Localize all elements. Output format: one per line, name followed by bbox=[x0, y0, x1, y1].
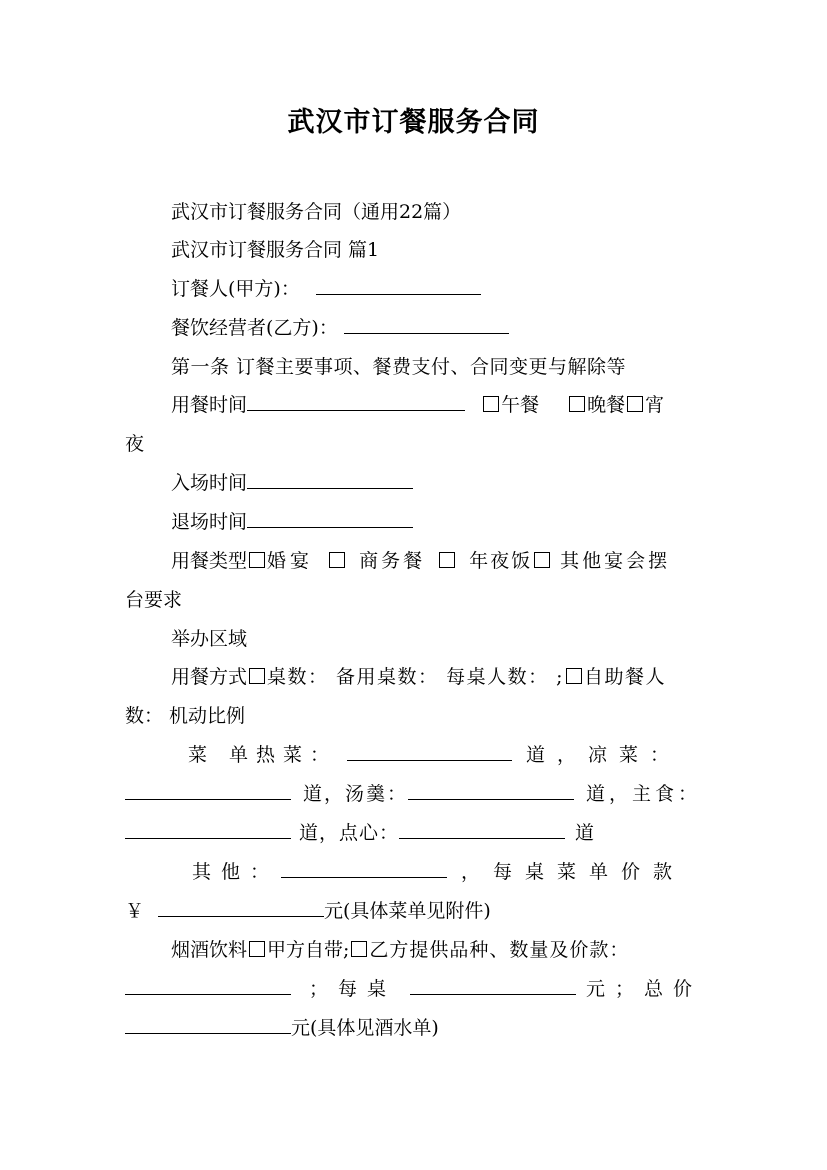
other-banquet-checkbox[interactable] bbox=[534, 552, 550, 568]
line-party-a bbox=[171, 274, 481, 304]
line-meal-time-wrap bbox=[125, 429, 144, 459]
line-drinks bbox=[171, 935, 629, 965]
label: 道，汤羹： bbox=[303, 783, 409, 805]
label: 道，凉菜： bbox=[526, 744, 682, 766]
label: 用餐时间 bbox=[171, 394, 248, 416]
label: 餐饮经营者(乙方)： bbox=[171, 317, 338, 339]
cold-dish-blank[interactable] bbox=[125, 779, 291, 800]
line-meal-time bbox=[171, 390, 664, 420]
new-year-checkbox[interactable] bbox=[439, 552, 455, 568]
text: 武汉市订餐服务合同（通用22篇） bbox=[171, 201, 462, 223]
label: 元(具体见酒水单) bbox=[291, 1017, 439, 1039]
label: 其他： bbox=[192, 861, 280, 883]
label: 桌数： 备用桌数： 每桌人数： ; bbox=[267, 666, 565, 688]
line-dining-method bbox=[171, 662, 666, 692]
label: 用餐方式 bbox=[171, 666, 248, 688]
line-subtitle bbox=[171, 197, 461, 227]
label: ，每桌菜单价款 bbox=[461, 861, 686, 883]
label: 道，主食： bbox=[586, 783, 702, 805]
staple-blank[interactable] bbox=[125, 818, 291, 839]
wedding-checkbox[interactable] bbox=[249, 552, 265, 568]
line-menu-hot-cold bbox=[188, 740, 681, 770]
text: 数： 机动比例 bbox=[125, 705, 246, 727]
drinks-per-table-blank[interactable] bbox=[410, 974, 576, 995]
party-b-blank[interactable] bbox=[344, 313, 509, 334]
hot-dish-blank[interactable] bbox=[347, 740, 512, 761]
label: 甲方自带; bbox=[267, 939, 350, 961]
label: 其他宴会摆 bbox=[560, 550, 671, 572]
drinks-detail-blank[interactable] bbox=[125, 974, 291, 995]
dinner-checkbox[interactable] bbox=[569, 396, 585, 412]
line-exit-time bbox=[171, 507, 413, 537]
line-dining-method-wrap bbox=[125, 701, 245, 731]
self-bring-checkbox[interactable] bbox=[249, 941, 265, 957]
label: 退场时间 bbox=[171, 511, 248, 533]
line-section-heading bbox=[171, 235, 379, 265]
soup-blank[interactable] bbox=[408, 779, 574, 800]
text: 第一条 订餐主要事项、餐费支付、合同变更与解除等 bbox=[171, 356, 627, 378]
text: 夜 bbox=[125, 433, 145, 455]
line-meal-type bbox=[171, 546, 670, 576]
label: 烟酒饮料 bbox=[171, 939, 248, 961]
line-meal-type-wrap bbox=[125, 585, 182, 615]
dessert-blank[interactable] bbox=[399, 818, 565, 839]
label: 道，点心： bbox=[299, 822, 400, 844]
label: ￥ bbox=[125, 900, 145, 922]
label: 婚宴 bbox=[267, 550, 314, 572]
line-drinks-total bbox=[125, 1013, 439, 1043]
line-venue-area bbox=[171, 624, 247, 654]
line-menu-price bbox=[125, 896, 491, 926]
line-entry-time bbox=[171, 468, 413, 498]
label: 午餐 bbox=[501, 394, 540, 416]
line-drinks-price bbox=[125, 974, 702, 1004]
label: 晚餐 bbox=[587, 394, 626, 416]
line-menu-other bbox=[192, 857, 685, 887]
label: 订餐人(甲方)： bbox=[171, 278, 300, 300]
label: 元；总价 bbox=[586, 978, 703, 1000]
entry-time-blank[interactable] bbox=[247, 468, 413, 489]
text: 武汉市订餐服务合同 篇1 bbox=[171, 239, 380, 261]
label: 道 bbox=[575, 822, 595, 844]
line-party-b bbox=[171, 313, 509, 343]
document-title: 武汉市订餐服务合同 bbox=[287, 107, 540, 138]
lunch-checkbox[interactable] bbox=[483, 396, 499, 412]
meal-time-blank[interactable] bbox=[247, 390, 465, 411]
text: 台要求 bbox=[125, 589, 183, 611]
exit-time-blank[interactable] bbox=[247, 507, 413, 528]
text: 举办区域 bbox=[171, 628, 248, 650]
label: 用餐类型 bbox=[171, 550, 248, 572]
buffet-checkbox[interactable] bbox=[566, 668, 582, 684]
label: 宵 bbox=[645, 394, 665, 416]
label: 乙方提供品种、数量及价款： bbox=[369, 939, 630, 961]
supplier-provides-checkbox[interactable] bbox=[351, 941, 367, 957]
line-menu-soup-staple bbox=[125, 779, 701, 809]
label: 商务餐 bbox=[359, 550, 426, 572]
menu-price-blank[interactable] bbox=[158, 896, 324, 917]
other-dish-blank[interactable] bbox=[281, 857, 447, 878]
drinks-total-blank[interactable] bbox=[125, 1013, 291, 1034]
label: ；每桌 bbox=[309, 978, 397, 1000]
label: 自助餐人 bbox=[584, 666, 667, 688]
label: 菜 单热菜： bbox=[188, 744, 338, 766]
label: 入场时间 bbox=[171, 472, 248, 494]
business-checkbox[interactable] bbox=[329, 552, 345, 568]
late-night-checkbox[interactable] bbox=[627, 396, 643, 412]
table-service-checkbox[interactable] bbox=[249, 668, 265, 684]
label: 元(具体菜单见附件) bbox=[324, 900, 491, 922]
party-a-blank[interactable] bbox=[316, 274, 481, 295]
line-article-1 bbox=[171, 352, 626, 382]
label: 年夜饭 bbox=[469, 550, 533, 572]
line-menu-dessert bbox=[125, 818, 594, 848]
